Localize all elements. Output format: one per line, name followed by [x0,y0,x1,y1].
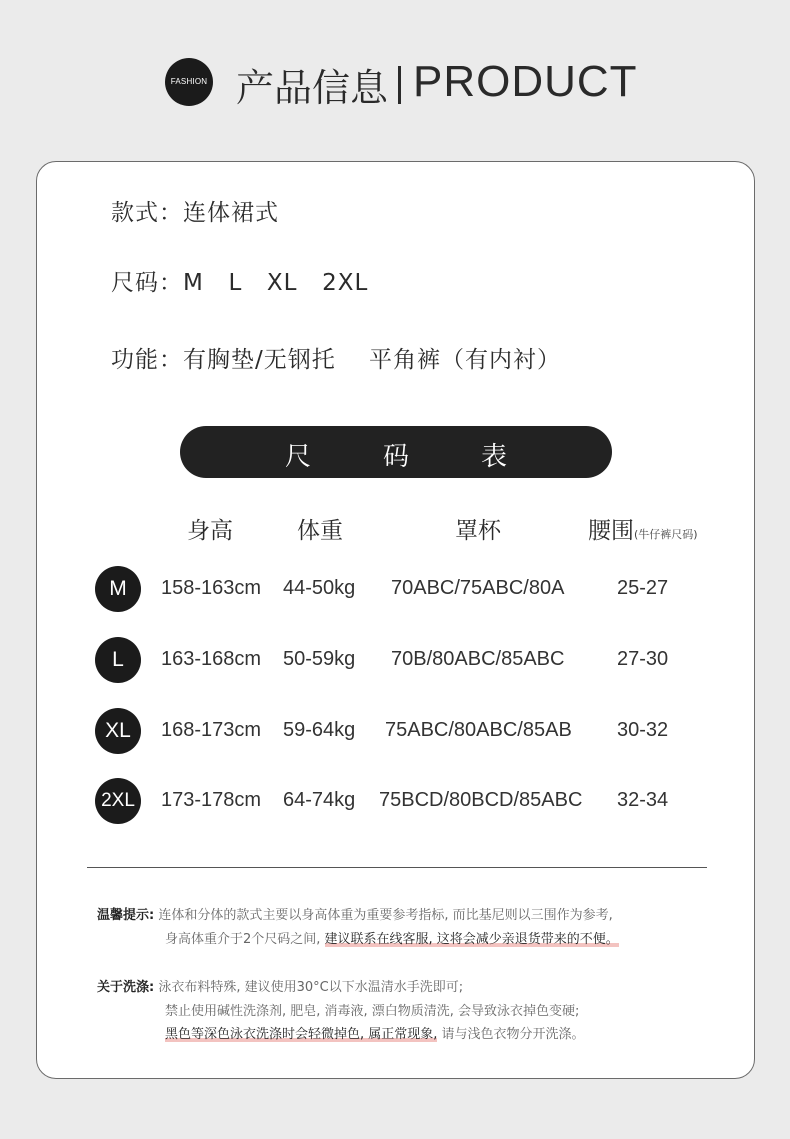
size-badge: XL [95,708,141,754]
tip-label: 温馨提示: [97,908,155,923]
title-english: PRODUCT [413,57,638,106]
wash-line-1 [97,976,463,995]
section-divider [87,867,707,868]
cell-height: 158-163cm [161,577,262,599]
cell-weight: 44-50kg [283,577,356,599]
wash-line-2: 禁止使用碱性洗涤剂, 肥皂, 消毒液, 漂白物质清洗, 会导致泳衣掉色变硬; [165,1004,580,1019]
fashion-logo: FASHION [165,58,213,106]
header-weight: 体重 [297,518,343,544]
size-chart-title-char: 尺 [285,442,312,472]
size-chart-title-char: 表 [481,442,508,472]
wash-text-1: 泳衣布料特殊, 建议使用30°C以下水温清水手洗即可; [158,980,464,995]
function-info: 功能：有胸垫/无钢托 平角裤（有内衬） [111,347,561,373]
cell-height: 163-168cm [161,648,262,670]
cell-waist: 30-32 [617,719,669,741]
sizes-info: 尺码：M L XL 2XL [111,270,369,296]
cell-waist: 27-30 [617,648,669,670]
product-info-card [36,161,755,1079]
cell-cup: 75ABC/80ABC/85AB [385,719,572,741]
header-height: 身高 [187,518,233,544]
cell-weight: 50-59kg [283,648,356,670]
tip-text-2: 身高体重介于2个尺码之间, [165,932,321,947]
cell-height: 173-178cm [161,789,262,811]
size-chart-banner [180,426,612,478]
title-chinese: 产品信息 [236,66,389,110]
header-waist-note: (牛仔裤尺码) [634,528,698,541]
tip-line-2 [165,928,619,947]
cell-waist: 25-27 [617,577,669,599]
size-badge: 2XL [95,778,141,824]
wash-text-3: 请与浅色衣物分开洗涤。 [441,1027,585,1042]
wash-label: 关于洗涤: [97,980,155,995]
wash-line-3 [165,1023,585,1042]
size-chart-title-char: 码 [383,442,410,472]
cell-cup: 70B/80ABC/85ABC [391,648,565,670]
cell-waist: 32-34 [617,789,669,811]
size-badge: M [95,566,141,612]
size-badge: L [95,637,141,683]
title-separator [398,66,401,104]
tip-highlight: 建议联系在线客服, 这将会减少亲退货带来的不便。 [324,932,619,947]
wash-highlight: 黑色等深色泳衣洗涤时会轻微掉色, 属正常现象, [165,1027,438,1042]
page-header [0,52,790,114]
cell-height: 168-173cm [161,719,262,741]
header-cup: 罩杯 [455,518,501,544]
style-info: 款式：连体裙式 [111,200,279,226]
tip-text-1: 连体和分体的款式主要以身高体重为重要参考指标, 而比基尼则以三围作为参考, [158,908,613,923]
cell-weight: 59-64kg [283,719,356,741]
header-waist-label: 腰围 [588,518,634,544]
cell-weight: 64-74kg [283,789,356,811]
header-waist [588,512,698,545]
cell-cup: 70ABC/75ABC/80A [391,577,565,599]
tip-line-1 [97,904,613,923]
cell-cup: 75BCD/80BCD/85ABC [379,789,583,811]
